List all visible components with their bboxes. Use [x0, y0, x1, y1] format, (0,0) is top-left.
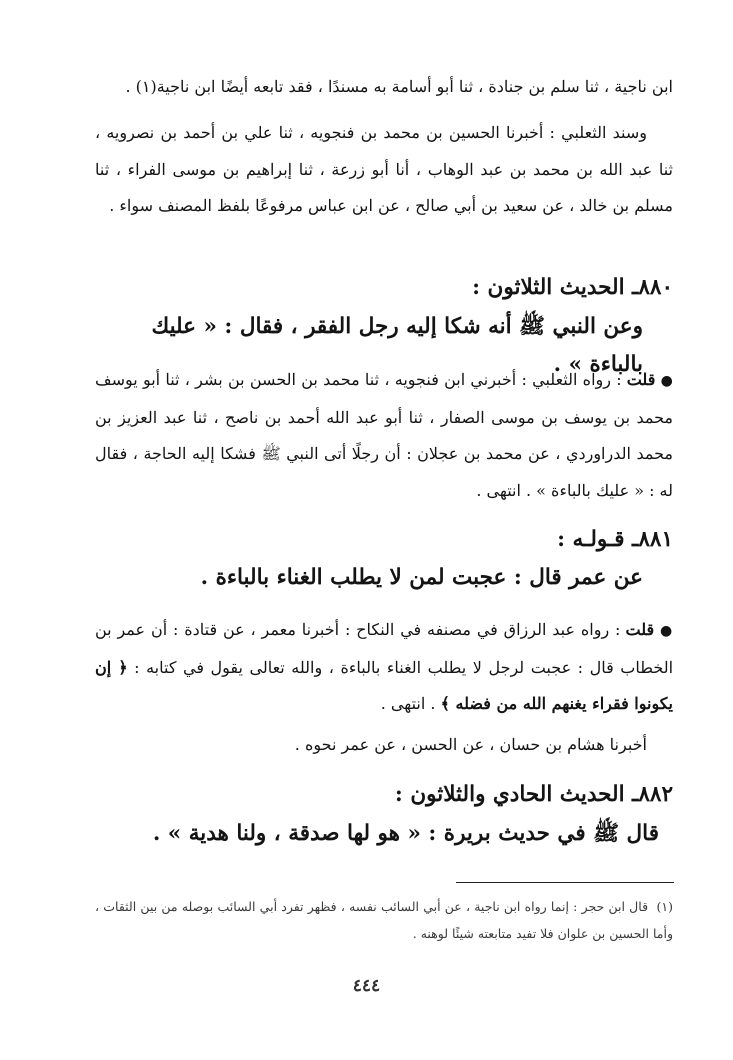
- paragraph: [95, 612, 673, 723]
- footnote-marker: (١): [656, 899, 673, 914]
- hadith-number-title: ٨٨٠ـ الحديث الثلاثون :: [472, 275, 673, 300]
- hadith-text: قال ﷺ في حديث بريرة : « هو لها صدقة ، ولنا هدية » .: [152, 821, 659, 846]
- hadith-heading: [95, 521, 673, 559]
- paragraph-text: وسند الثعلبي : أخبرنا الحسين بن محمد بن فنجويه ، ثنا علي بن أحمد بن نصرويه ، ثنا عبد الله بن محمد بن عبد الوهاب ، أنا أبو زرعة ، ثنا إبراهيم بن موسى الفراء ، ثنا مسلم بن خالد ، عن سعيد بن أبي صالح ، عن ابن عباس مرفوعًا بلفظ المصنف سواء .: [95, 123, 673, 215]
- hadith-text: وعن النبي ﷺ أنه شكا إليه رجل الفقر ، فقال : « عليك بالباءة » .: [151, 314, 643, 377]
- hadith-heading: [95, 776, 673, 814]
- paragraph-body: : رواه الثعلبي : أخبرني ابن فنجويه ، ثنا محمد بن الحسن بن بشر ، ثنا أبو يوسف محمد بن يوسف بن موسى الصفار ، ثنا أبو عبد الله أحمد بن ناصح ، ثنا عبد العزيز بن محمد الدراوردي ، عن محمد بن عجلان : أن رجلًا أتى النبي ﷺ فشكا إليه الحاجة ، فقال له : « عليك بالباءة » . انتهى .: [95, 370, 674, 500]
- hadith-text: عن عمر قال : عجبت لمن لا يطلب الغناء بالباءة .: [200, 565, 643, 590]
- paragraph-body: : رواه عبد الرزاق في مصنفه في النكاح : أخبرنا معمر ، عن قتادة : أن عمر بن الخطاب قال : عجبت لرجل لا يطلب الغناء بالباءة ، والله تعالى يقول في كتابه :: [95, 620, 674, 677]
- quran-quote: ﴿ إن يكونوا فقراء يغنهم الله من فضله ﴾: [95, 657, 673, 713]
- footnote: [95, 893, 673, 947]
- footnote-divider: [456, 882, 674, 883]
- footnote-body: قال ابن حجر : إنما رواه ابن ناجية ، عن أبي السائب نفسه ، فظهر تفرد أبي السائب بوصله من بين الثقات ، وأما الحسين بن علوان فلا تفيد متابعته شيئًا لوهنه .: [95, 899, 673, 941]
- paragraph: [95, 69, 673, 106]
- page-number: ٤٤٤: [352, 976, 381, 996]
- bullet-icon: ●: [660, 623, 674, 639]
- hadith-heading: [95, 559, 673, 597]
- hadith-number-title: ٨٨٢ـ الحديث الحادي والثلاثون :: [394, 782, 673, 807]
- qultu-label: قلت: [626, 370, 656, 389]
- hadith-number-title: ٨٨١ـ قـولـه :: [557, 527, 673, 552]
- qultu-label: قلت: [625, 620, 655, 639]
- footnote-text: [95, 893, 673, 947]
- paragraph-end: . انتهى .: [380, 694, 441, 713]
- hadith-heading: [95, 269, 673, 307]
- paragraph-text: [95, 612, 673, 723]
- paragraph: [95, 362, 673, 509]
- paragraph-text: أخبرنا هشام بن حسان ، عن الحسن ، عن عمر نحوه .: [294, 735, 647, 754]
- paragraph-text: ابن ناجية ، ثنا سلم بن جنادة ، ثنا أبو أسامة به مسندًا ، فقد تابعه أيضًا ابن ناجية(١) .: [125, 77, 673, 96]
- paragraph: [95, 727, 673, 764]
- paragraph-text: [95, 362, 673, 509]
- bullet-icon: ●: [660, 373, 674, 389]
- paragraph: [95, 115, 673, 225]
- hadith-heading: [95, 815, 673, 853]
